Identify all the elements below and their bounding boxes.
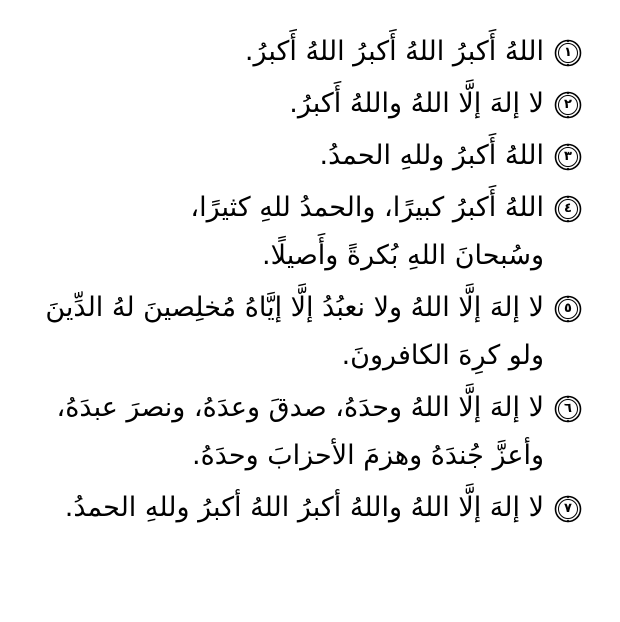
verse-number: ٥ [564, 301, 572, 316]
dhikr-entry-7 [38, 484, 582, 532]
dhikr-entry-1 [38, 28, 582, 76]
dhikr-line-continuation: وسُبحانَ اللهِ بُكرةً وأَصيلًا. [262, 240, 544, 271]
dhikr-entry-6 [38, 384, 582, 480]
dhikr-line: لا إلهَ إلَّا اللهُ واللهُ أَكبرُ. [289, 88, 544, 119]
verse-number-marker [554, 195, 582, 223]
dhikr-line: اللهُ أَكبرُ كبيرًا، والحمدُ للهِ كثيرًا، [190, 192, 544, 223]
verse-number: ٣ [564, 149, 572, 164]
dhikr-line: اللهُ أَكبرُ وللهِ الحمدُ. [319, 140, 544, 171]
verse-number-marker [554, 295, 582, 323]
verse-number-marker [554, 143, 582, 171]
dhikr-entry-5 [38, 284, 582, 380]
verse-number-marker [554, 91, 582, 119]
dhikr-line: اللهُ أَكبرُ اللهُ أَكبرُ اللهُ أَكبرُ. [244, 36, 544, 67]
verse-number: ١ [564, 45, 572, 60]
dhikr-line-continuation: وأعزَّ جُندَهُ وهزمَ الأحزابَ وحدَهُ. [192, 440, 544, 471]
verse-number: ٢ [564, 97, 572, 112]
dhikr-entry-4 [38, 184, 582, 280]
verse-number-marker [554, 495, 582, 523]
dhikr-line: لا إلهَ إلَّا اللهُ واللهُ أكبرُ اللهُ أكبرُ وللهِ الحمدُ. [64, 492, 544, 523]
dhikr-entry-2 [38, 80, 582, 128]
verse-number-marker [554, 395, 582, 423]
dhikr-entry-3 [38, 132, 582, 180]
verse-number-marker [554, 39, 582, 67]
dhikr-line: لا إلهَ إلَّا اللهُ وحدَهُ، صدقَ وعدَهُ، ونصرَ عبدَهُ، [56, 392, 544, 423]
verse-number: ٧ [564, 501, 572, 516]
dhikr-line-continuation: ولو كرِهَ الكافرونَ. [341, 340, 544, 371]
verse-number: ٤ [564, 201, 572, 216]
dhikr-line: لا إلهَ إلَّا اللهُ ولا نعبُدُ إلَّا إيَّاهُ مُخلِصينَ لهُ الدِّينَ [45, 292, 544, 323]
verse-number: ٦ [564, 401, 572, 416]
